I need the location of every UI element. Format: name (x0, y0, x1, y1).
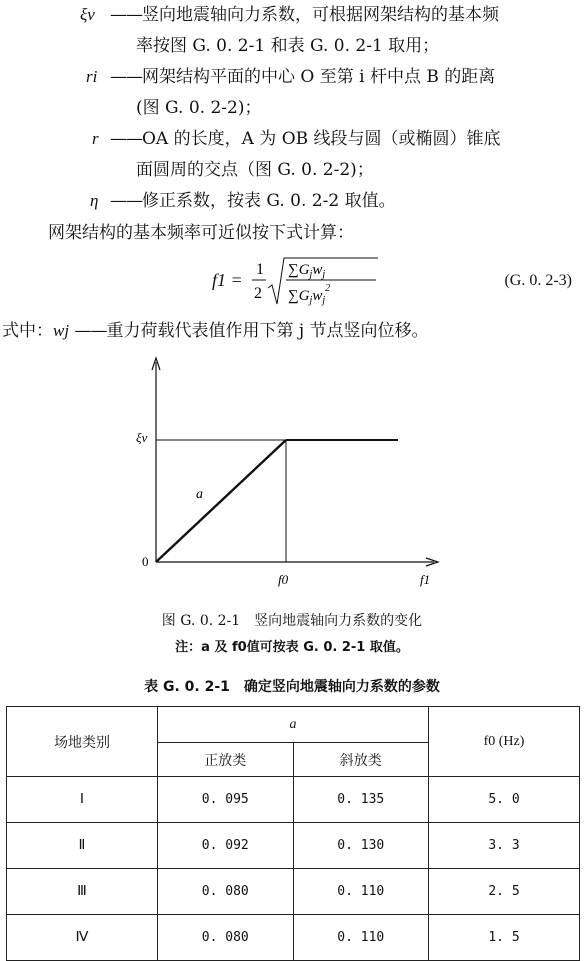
line-label: a (196, 487, 203, 502)
col-site-header: 场地类别 (7, 707, 158, 777)
origin-label: 0 (142, 554, 149, 569)
table-row (7, 915, 580, 961)
def-ri-text: ——网架结构平面的中心 O 至第 i 杆中点 B 的距离 (110, 67, 496, 87)
formula-lhs: f1 = (212, 270, 243, 290)
cell-site: Ⅳ (7, 915, 158, 961)
col-a1-header: 正放类 (158, 743, 294, 777)
cell-a1: 0. 080 (158, 915, 294, 961)
figure-graph (0, 350, 584, 600)
cell-a2: 0. 135 (293, 777, 429, 823)
cell-a2: 0. 110 (293, 869, 429, 915)
def-r-text-cont: 面圆周的交点（图 G. 0. 2-2)； (136, 160, 374, 180)
cell-a1: 0. 092 (158, 823, 294, 869)
cell-f0: 2. 5 (429, 869, 580, 915)
cell-site: Ⅰ (7, 777, 158, 823)
rising-line (156, 440, 286, 562)
def-eta-symbol: η (90, 191, 99, 210)
cell-a2: 0. 110 (293, 915, 429, 961)
intro-text: 网架结构的基本频率可近似按下式计算： (48, 223, 354, 243)
svg-text:∑Gjwj2: $\sum G_jw_j^2$ (288, 283, 331, 306)
col-a2-header: 斜放类 (293, 743, 429, 777)
svg-text:1: 1 (256, 261, 264, 278)
cell-site: Ⅱ (7, 823, 158, 869)
def-ri-text-cont: (图 G. 0. 2-2)； (136, 98, 262, 118)
def-xi-text: ——竖向地震轴向力系数，可根据网架结构的基本频 (110, 5, 499, 25)
cell-a1: 0. 095 (158, 777, 294, 823)
figure-caption: 图 G. 0. 2-1 竖向地震轴向力系数的变化 (161, 613, 423, 629)
x-axis-label: f1 (420, 572, 431, 587)
parameter-table (6, 706, 580, 961)
def-r-text: ——OA 的长度，A 为 OB 线段与圆（或椭圆）锥底 (110, 129, 501, 149)
def-eta-text: ——修正系数，按表 G. 0. 2-2 取值。 (110, 191, 396, 211)
formula-number: (G. 0. 2-3) (504, 272, 572, 289)
cell-f0: 3. 3 (429, 823, 580, 869)
figure-note: 注：a 及 f0值可按表 G. 0. 2-1 取值。 (175, 640, 409, 655)
where-text: 式中：wj ——重力荷载代表值作用下第 j 节点竖向位移。 (2, 321, 429, 341)
svg-text:∑Gjwj: $\sum G_jw_j$ (288, 262, 326, 280)
table-row (7, 823, 580, 869)
cell-site: Ⅲ (7, 869, 158, 915)
table-row (7, 869, 580, 915)
def-r-symbol: r (92, 129, 99, 148)
table-title: 表 G. 0. 2-1 确定竖向地震轴向力系数的参数 (144, 679, 440, 695)
cell-a1: 0. 080 (158, 869, 294, 915)
cell-f0: 5. 0 (429, 777, 580, 823)
formula-rhs (250, 252, 380, 312)
def-ri-symbol: ri (86, 67, 98, 86)
cell-f0: 1. 5 (429, 915, 580, 961)
formula-block (0, 252, 584, 312)
cell-a2: 0. 130 (293, 823, 429, 869)
f0-label: f0 (278, 572, 289, 587)
svg-text:2: 2 (254, 285, 262, 302)
col-f0-header: f0 (Hz) (429, 707, 580, 777)
def-xi-text-cont: 率按图 G. 0. 2-1 和表 G. 0. 2-1 取用； (136, 36, 440, 56)
col-a-header: a (158, 707, 429, 743)
table-row (7, 777, 580, 823)
def-xi-symbol: ξv (80, 5, 95, 24)
y-axis-label: ξv (136, 430, 148, 445)
